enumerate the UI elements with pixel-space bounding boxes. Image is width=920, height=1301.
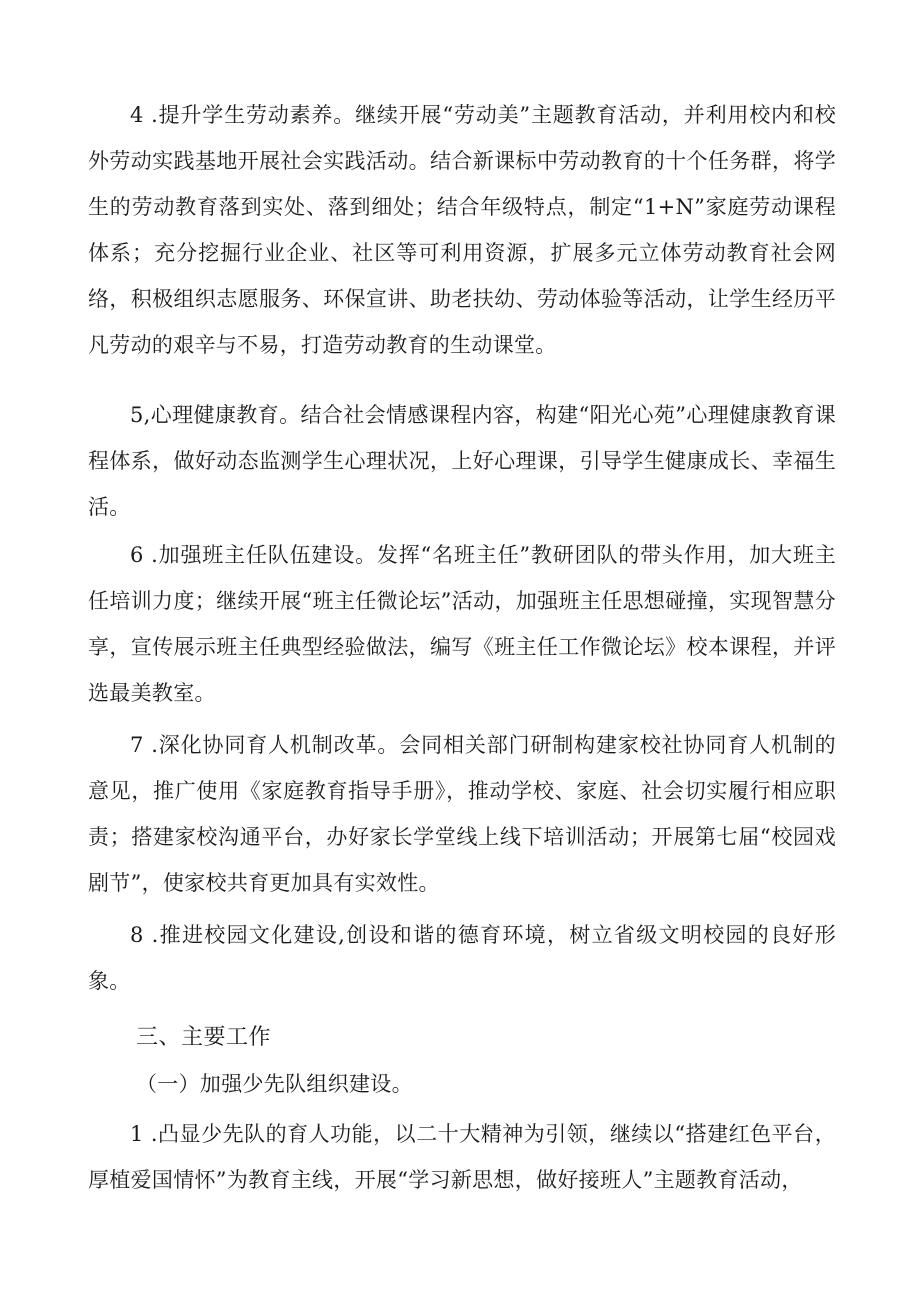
paragraph-item-4: 4 .提升学生劳动素养。继续开展“劳动美”主题教育活动，并利用校内和校外劳动实践基地开展社会实践活动。结合新课标中劳动教育的十个任务群，将学生的劳动教育落到实处、落到细处；结合年级特点，制定“1+N”家庭劳动课程体系；充分挖掘行业企业、社区等可利用资源，扩展多元立体劳动教育社会网络，积极组织志愿服务、环保宣讲、助老扶幼、劳动体验等活动，让学生经历平凡劳动的艰辛与不易，打造劳动教育的生动课堂。 [88,103,836,357]
paragraph-item-1: 1 .凸显少先队的育人功能，以二十大精神为引领，继续以“搭建红色平台，厚植爱国情怀”为教育主线，开展“学习新思想，做好接班人”主题教育活动， [88,1122,836,1192]
paragraph-item-6: 6 .加强班主任队伍建设。发挥“名班主任”教研团队的带头作用，加大班主任培训力度；继续开展“班主任微论坛”活动，加强班主任思想碰撞，实现智慧分享，宣传展示班主任典型经验做法，编写《班主任工作微论坛》校本课程，并评选最美教室。 [88,543,836,705]
paragraph-item-7: 7 .深化协同育人机制改革。会同相关部门研制构建家校社协同育人机制的意见，推广使用《家庭教育指导手册》，推动学校、家庭、社会切实履行相应职责；搭建家校沟通平台，办好家长学堂线上线下培训活动；开展第七届“校园戏剧节”，使家校共育更加具有实效性。 [88,733,836,895]
subsection-heading: （一）加强少先队组织建设。 [136,1072,413,1096]
section-heading: 三、主要工作 [136,1025,272,1050]
paragraph-item-5: 5,心理健康教育。结合社会情感课程内容，构建“阳光心苑”心理健康教育课程体系，做好动态监测学生心理状况，上好心理课，引导学生健康成长、幸福生活。 [88,403,836,519]
paragraph-item-8: 8 .推进校园文化建设,创设和谐的德育环境，树立省级文明校园的良好形象。 [88,923,836,993]
